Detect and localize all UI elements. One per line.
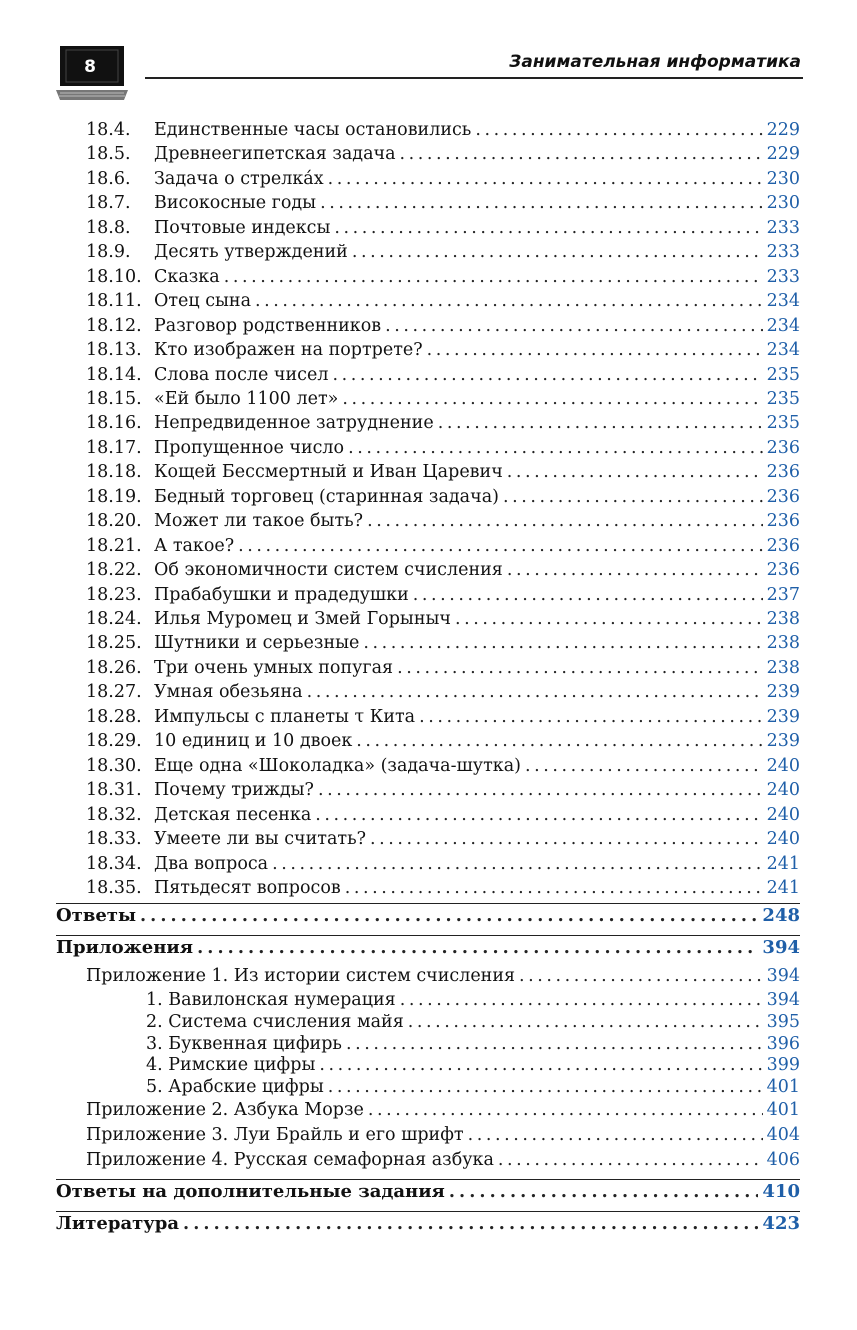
toc-item-page[interactable]: 235: [766, 413, 800, 434]
toc-item-label: [86, 485, 499, 509]
toc-item-page[interactable]: 239: [766, 682, 800, 703]
toc-item-number: 18.9.: [86, 242, 131, 263]
toc-item-page[interactable]: 233: [766, 217, 800, 238]
toc-item-label: [146, 1075, 324, 1099]
toc-item-number: 18.31.: [86, 780, 142, 801]
toc-item-label: [86, 964, 515, 988]
toc-appendix-1-item: [146, 1010, 800, 1034]
leader-dots: [345, 876, 763, 900]
toc-item-title: Разговор родственников: [154, 315, 382, 336]
toc-item: [86, 411, 800, 435]
toc-item-label: [86, 852, 268, 876]
toc-item: [86, 289, 800, 313]
toc-item-label: [86, 534, 234, 558]
toc-item-title: 5. Арабские цифры: [146, 1077, 324, 1098]
toc-item-number: 18.15.: [86, 388, 142, 409]
toc-item-label: [146, 988, 396, 1012]
toc-item-label: [86, 558, 503, 582]
toc-item-label: [86, 314, 381, 338]
toc-item-number: 18.13.: [86, 340, 142, 361]
toc-item-title: Пятьдесят вопросов: [154, 877, 341, 898]
toc-item: [86, 705, 800, 729]
leader-dots: [507, 558, 763, 582]
toc-item: [86, 534, 800, 558]
toc-item-number: 18.21.: [86, 535, 142, 556]
toc-item-number: 18.35.: [86, 877, 142, 898]
toc-item-page[interactable]: 236: [766, 486, 800, 507]
toc-item-label: [86, 240, 348, 264]
leader-dots: [507, 460, 763, 484]
toc-item-page[interactable]: 396: [766, 1033, 800, 1054]
toc-item-number: 18.33.: [86, 829, 142, 850]
toc-item-title: 10 единиц и 10 двоек: [154, 731, 353, 752]
toc-item-label: [86, 363, 328, 387]
toc-item-page[interactable]: 241: [766, 877, 800, 898]
toc-item-title: Почему трижды?: [154, 780, 314, 801]
toc-item-label: [86, 265, 220, 289]
toc-item: [86, 509, 800, 533]
toc-item-title: Детская песенка: [154, 804, 312, 825]
leader-dots: [342, 387, 762, 411]
toc-item-page[interactable]: 238: [766, 609, 800, 629]
toc-item-label: [86, 778, 314, 802]
toc-item-title: 1. Вавилонская нумерация: [146, 990, 396, 1010]
toc-item-number: 18.11.: [86, 291, 142, 312]
toc-item-page[interactable]: 233: [766, 266, 800, 287]
toc-item-label: [86, 167, 324, 191]
leader-dots: [367, 509, 763, 533]
toc-item-label: [86, 705, 415, 729]
toc-item-page[interactable]: 240: [766, 829, 800, 850]
toc-item-label: [86, 607, 451, 631]
toc-item-page[interactable]: 236: [766, 437, 800, 458]
toc-item-title: Отец сына: [154, 291, 252, 312]
toc-item-label: [86, 1098, 364, 1122]
toc-item-number: 18.8.: [86, 217, 131, 238]
toc-item-title: Древнеегипетская задача: [154, 144, 396, 165]
toc-item-title: Ответы на дополнительные задания: [56, 1181, 445, 1202]
toc-item-title: Почтовые индексы: [154, 217, 331, 238]
toc-item-page[interactable]: 229: [766, 120, 800, 140]
leader-dots: [272, 852, 762, 876]
toc-item: [86, 460, 800, 484]
toc-item: [86, 778, 800, 802]
leader-dots: [140, 904, 758, 928]
toc-item-title: Умная обезьяна: [154, 682, 303, 703]
toc-item-number: 18.26.: [86, 657, 142, 678]
leader-dots: [352, 240, 763, 264]
toc-item-page[interactable]: 230: [766, 168, 800, 189]
toc-item: [86, 265, 800, 289]
toc-item: [86, 436, 800, 460]
toc-extra-answers: [56, 1180, 800, 1204]
toc-item-number: 18.29.: [86, 731, 142, 752]
toc-item-title: Десять утверждений: [154, 242, 348, 263]
toc-item-title: Кощей Бессмертный и Иван Царевич: [154, 462, 503, 483]
toc-item-title: Еще одна «Шоколадка» (задача-шутка): [154, 755, 521, 776]
toc-item-title: Приложение 4. Русская семафорная азбука: [86, 1150, 494, 1170]
leader-dots: [183, 1212, 758, 1236]
toc-item-page[interactable]: 423: [762, 1213, 800, 1234]
section-divider: [56, 1211, 800, 1212]
toc-item: [86, 167, 800, 191]
page-header: [0, 0, 857, 110]
page-number: 8: [84, 57, 96, 77]
toc-item-label: [56, 936, 193, 960]
toc-item-title: 4. Римские цифры: [146, 1055, 316, 1076]
toc-item-page[interactable]: 241: [766, 853, 800, 874]
leader-dots: [400, 988, 763, 1012]
leader-dots: [255, 289, 763, 313]
toc-item-number: 18.16.: [86, 413, 142, 434]
toc-item-label: [86, 191, 316, 215]
toc-item-page[interactable]: 238: [766, 657, 800, 678]
toc-item-title: А такое?: [154, 535, 235, 556]
toc-item: [86, 314, 800, 338]
leader-dots: [370, 827, 763, 851]
leader-dots: [348, 436, 763, 460]
toc-item-title: Импульсы с планеты τ Кита: [154, 706, 416, 727]
leader-dots: [438, 411, 763, 435]
toc-item-label: [86, 1123, 464, 1147]
toc-item-page[interactable]: 234: [766, 291, 800, 312]
toc-item-title: «Ей было 1100 лет»: [154, 388, 339, 409]
toc-appendix-1-item: [146, 1053, 800, 1077]
toc-item-page[interactable]: 401: [766, 1077, 800, 1098]
leader-dots: [334, 216, 762, 240]
toc-item-title: Приложение 2. Азбука Морзе: [86, 1100, 364, 1120]
toc-item-label: [56, 1212, 179, 1236]
toc-item-number: 18.7.: [86, 193, 131, 214]
toc-item-label: [86, 142, 396, 166]
toc-item-label: [146, 1032, 342, 1056]
toc-item-page[interactable]: 410: [762, 1181, 800, 1202]
toc-item-title: Ответы: [56, 905, 136, 926]
toc-item-page[interactable]: 239: [766, 731, 800, 752]
header-rule: [145, 77, 803, 79]
toc-item-label: [86, 387, 338, 411]
leader-dots: [427, 338, 763, 362]
toc-item-label: [86, 289, 251, 313]
toc-item-page[interactable]: 404: [766, 1125, 800, 1145]
toc-item: [86, 631, 800, 655]
toc-item-page[interactable]: 238: [766, 633, 800, 654]
leader-dots: [449, 1180, 759, 1204]
toc-item: [86, 607, 800, 631]
leader-dots: [356, 729, 762, 753]
toc-item-title: Слова после чисел: [154, 364, 329, 385]
toc-literature: [56, 1212, 800, 1236]
toc-item-page[interactable]: 394: [762, 937, 800, 958]
toc-item-label: [86, 754, 521, 778]
toc-item-page[interactable]: 233: [766, 242, 800, 263]
toc-item-title: Кто изображен на портрете?: [154, 340, 423, 361]
leader-dots: [320, 191, 763, 215]
toc-item-title: Високосные годы: [154, 193, 317, 214]
toc-answers: [56, 904, 800, 928]
leader-dots: [419, 705, 762, 729]
toc-item: [86, 852, 800, 876]
toc-item: [86, 216, 800, 240]
toc-item-number: 18.27.: [86, 682, 142, 703]
toc-item-number: 18.24.: [86, 609, 142, 629]
toc-item-page[interactable]: 236: [766, 560, 800, 581]
toc-item-label: [86, 680, 303, 704]
toc-appendix-1: [86, 964, 800, 988]
leader-dots: [315, 803, 762, 827]
toc-item-page[interactable]: 240: [766, 780, 800, 801]
toc-item-label: [86, 216, 330, 240]
toc-item-title: Литература: [56, 1213, 180, 1234]
toc-item: [86, 240, 800, 264]
toc-item-number: 18.23.: [86, 584, 142, 605]
toc-item-label: [86, 1148, 494, 1172]
toc-item-page[interactable]: 406: [766, 1150, 800, 1170]
toc-item-label: [86, 436, 344, 460]
leader-dots: [408, 1010, 763, 1034]
toc-item-page[interactable]: 240: [766, 804, 800, 825]
toc-item-number: 18.14.: [86, 364, 142, 385]
toc-item-page[interactable]: 235: [766, 364, 800, 385]
toc-item-title: Умеете ли вы считать?: [154, 829, 366, 850]
toc-appendix-1-item: [146, 1075, 800, 1099]
toc-item-title: Три очень умных попугая: [154, 657, 394, 678]
toc-item-number: 18.17.: [86, 437, 142, 458]
toc-appendix-1-item: [146, 988, 800, 1012]
toc-item: [86, 191, 800, 215]
toc-item-label: [86, 338, 423, 362]
leader-dots: [400, 142, 763, 166]
toc-item-number: 18.19.: [86, 486, 142, 507]
toc-item-number: 18.4.: [86, 120, 131, 140]
leader-dots: [525, 754, 763, 778]
toc-item-label: [86, 631, 359, 655]
toc-appendix-4: [86, 1148, 800, 1172]
toc-item: [86, 142, 800, 166]
toc-item-title: 2. Система счисления майя: [146, 1011, 404, 1032]
leader-dots: [307, 680, 763, 704]
toc-item-title: Единственные часы остановились: [154, 120, 472, 140]
leader-dots: [332, 363, 762, 387]
leader-dots: [498, 1148, 763, 1172]
toc-item-label: [146, 1053, 315, 1077]
toc-item: [86, 656, 800, 680]
toc-item-title: Шутники и серьезные: [154, 633, 360, 654]
toc-appendix-1-item: [146, 1032, 800, 1056]
leader-dots: [455, 607, 763, 631]
toc-item-title: Илья Муромец и Змей Горыныч: [154, 609, 451, 629]
toc-item-title: Об экономичности систем счисления: [154, 560, 503, 581]
toc-item-page[interactable]: 240: [766, 755, 800, 776]
toc-item-page[interactable]: 248: [762, 905, 800, 926]
leader-dots: [224, 265, 763, 289]
toc-item: [86, 118, 800, 142]
toc-item-number: 18.20.: [86, 511, 142, 532]
toc-item-title: Задача о стрелка́х: [154, 168, 324, 189]
toc-item-page[interactable]: 236: [766, 462, 800, 483]
toc-item-number: 18.34.: [86, 853, 142, 874]
toc-item-label: [86, 876, 341, 900]
toc-item: [86, 485, 800, 509]
toc-item-number: 18.6.: [86, 168, 131, 189]
leader-dots: [413, 583, 763, 607]
leader-dots: [503, 485, 763, 509]
book-title: Занимательная информатика: [509, 52, 801, 72]
toc-item: [86, 338, 800, 362]
toc-item: [86, 754, 800, 778]
section-divider: [56, 935, 800, 936]
toc-item-number: 18.18.: [86, 462, 142, 483]
toc-item-label: [86, 509, 363, 533]
toc-item-page[interactable]: 234: [766, 340, 800, 361]
toc-item-number: 18.22.: [86, 560, 142, 581]
toc-item-title: Приложение 3. Луи Брайль и его шрифт: [86, 1125, 464, 1145]
toc-item: [86, 363, 800, 387]
toc-item-page[interactable]: 399: [766, 1055, 800, 1076]
toc-item-title: Пропущенное число: [154, 437, 345, 458]
toc-appendix-2: [86, 1098, 800, 1122]
toc-item-label: [86, 583, 409, 607]
leader-dots: [363, 631, 762, 655]
toc-item-label: [56, 904, 136, 928]
toc-item-number: 18.25.: [86, 633, 142, 654]
toc-item: [86, 729, 800, 753]
toc-item-title: Прабабушки и прадедушки: [154, 584, 409, 605]
toc-item-title: Приложение 1. Из истории систем счисления: [86, 966, 516, 986]
toc-item-page[interactable]: 234: [766, 315, 800, 336]
toc-item-label: [146, 1010, 404, 1034]
toc-item: [86, 387, 800, 411]
toc-item-label: [86, 656, 393, 680]
toc-item-title: Непредвиденное затруднение: [154, 413, 434, 434]
leader-dots: [385, 314, 762, 338]
leader-dots: [475, 118, 762, 142]
toc-item-number: 18.28.: [86, 706, 142, 727]
toc-item-label: [56, 1180, 445, 1204]
leader-dots: [328, 167, 763, 191]
toc-item-page[interactable]: 229: [766, 144, 800, 165]
toc-item-number: 18.5.: [86, 144, 131, 165]
toc-item-number: 18.10.: [86, 266, 142, 287]
toc-item-page[interactable]: 230: [766, 193, 800, 214]
leader-dots: [197, 936, 758, 960]
section-divider: [56, 1179, 800, 1180]
toc-item-number: 18.12.: [86, 315, 142, 336]
toc-item-page[interactable]: 235: [766, 388, 800, 409]
toc-item-page[interactable]: 394: [766, 990, 800, 1010]
leader-dots: [468, 1123, 763, 1147]
toc-item-label: [86, 118, 471, 142]
leader-dots: [519, 964, 763, 988]
toc-item-label: [86, 827, 366, 851]
toc-item-title: Приложения: [56, 937, 194, 958]
leader-dots: [328, 1075, 763, 1099]
toc-item-label: [86, 460, 503, 484]
toc-item-page[interactable]: 239: [766, 706, 800, 727]
toc-item-number: 18.30.: [86, 755, 142, 776]
toc-item: [86, 583, 800, 607]
toc-item-page[interactable]: 394: [766, 966, 800, 986]
toc-item-label: [86, 729, 352, 753]
leader-dots: [397, 656, 763, 680]
toc-item-title: Бедный торговец (старинная задача): [154, 486, 499, 507]
toc-item-title: Сказка: [154, 266, 220, 287]
leader-dots: [238, 534, 762, 558]
toc-item-title: 3. Буквенная цифирь: [146, 1033, 342, 1054]
toc-item-page[interactable]: 395: [766, 1011, 800, 1032]
toc-item-label: [86, 411, 434, 435]
leader-dots: [368, 1098, 763, 1122]
toc-item: [86, 680, 800, 704]
toc-item: [86, 558, 800, 582]
toc-item: [86, 803, 800, 827]
toc-appendix-3: [86, 1123, 800, 1147]
leader-dots: [319, 1053, 762, 1077]
toc-item-label: [86, 803, 311, 827]
toc-item: [86, 876, 800, 900]
toc-appendices: [56, 936, 800, 960]
toc-item-page[interactable]: 236: [766, 511, 800, 532]
toc-item-title: Два вопроса: [154, 853, 269, 874]
toc-item-page[interactable]: 237: [766, 584, 800, 605]
toc-item-title: Может ли такое быть?: [154, 511, 364, 532]
toc-item-page[interactable]: 236: [766, 535, 800, 556]
toc-item: [86, 827, 800, 851]
toc-item-number: 18.32.: [86, 804, 142, 825]
leader-dots: [346, 1032, 763, 1056]
toc-item-page[interactable]: 401: [766, 1100, 800, 1120]
section-divider: [56, 903, 800, 904]
leader-dots: [318, 778, 763, 802]
